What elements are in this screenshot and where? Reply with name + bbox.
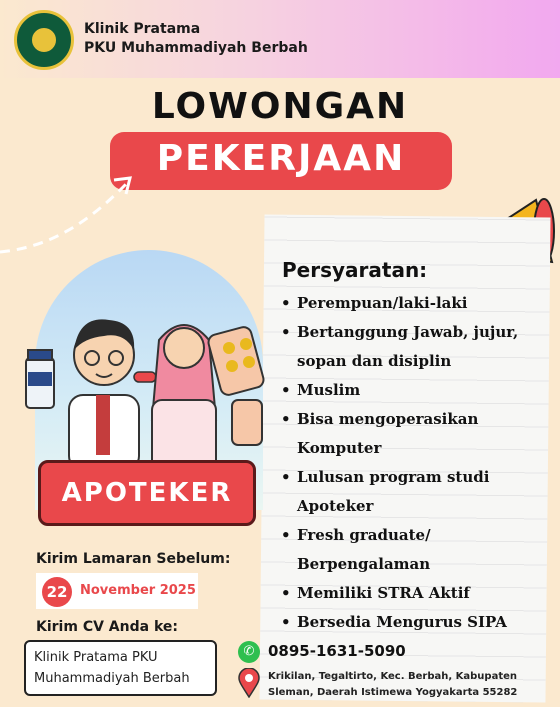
position-title: APOTEKER (61, 478, 233, 508)
requirements-heading: Persyaratan: (282, 258, 428, 282)
deadline-label: Kirim Lamaran Sebelum: (36, 551, 231, 567)
phone-number: 0895-1631-5090 (268, 642, 406, 660)
clinic-name-line2: PKU Muhammadiyah Berbah (84, 40, 308, 56)
whatsapp-icon: ✆ (238, 641, 260, 663)
cv-destination-box (24, 640, 217, 696)
list-item: • Fresh graduate/ Berpengalaman (281, 521, 543, 579)
list-item: • Bisa mengoperasikan Komputer (281, 405, 543, 463)
list-item: • Bersedia Mengurus SIPA (281, 608, 543, 637)
clinic-logo (14, 10, 74, 70)
list-item: • Perempuan/laki-laki (281, 289, 543, 318)
dashed-arrow-decoration (0, 170, 140, 260)
list-item: • Bertanggung Jawab, jujur, sopan dan disiplin (281, 318, 543, 376)
list-item: • Lulusan program studi Apoteker (281, 463, 543, 521)
location-pin-icon (238, 668, 260, 698)
deadline-day: 22 (42, 577, 72, 607)
title-pekerjaan: PEKERJAAN (156, 138, 406, 179)
title-lowongan: LOWONGAN (151, 86, 409, 127)
clinic-name (84, 20, 308, 58)
deadline-month-year: November 2025 (80, 583, 196, 598)
cv-destination-line1: Klinik Pratama PKU (34, 650, 158, 665)
clinic-name-line1: Klinik Pratama (84, 21, 201, 37)
address: Krikilan, Tegaltirto, Kec. Berbah, Kabupaten Sleman, Daerah Istimewa Yogyakarta 55282 (268, 671, 518, 698)
list-item: • Muslim (281, 376, 543, 405)
cv-destination-line2: Muhammadiyah Berbah (34, 671, 190, 686)
pharmacist-illustration (24, 300, 274, 470)
list-item: • Memiliki STRA Aktif (281, 579, 543, 608)
cv-label: Kirim CV Anda ke: (36, 619, 178, 635)
requirements-list (281, 289, 543, 637)
